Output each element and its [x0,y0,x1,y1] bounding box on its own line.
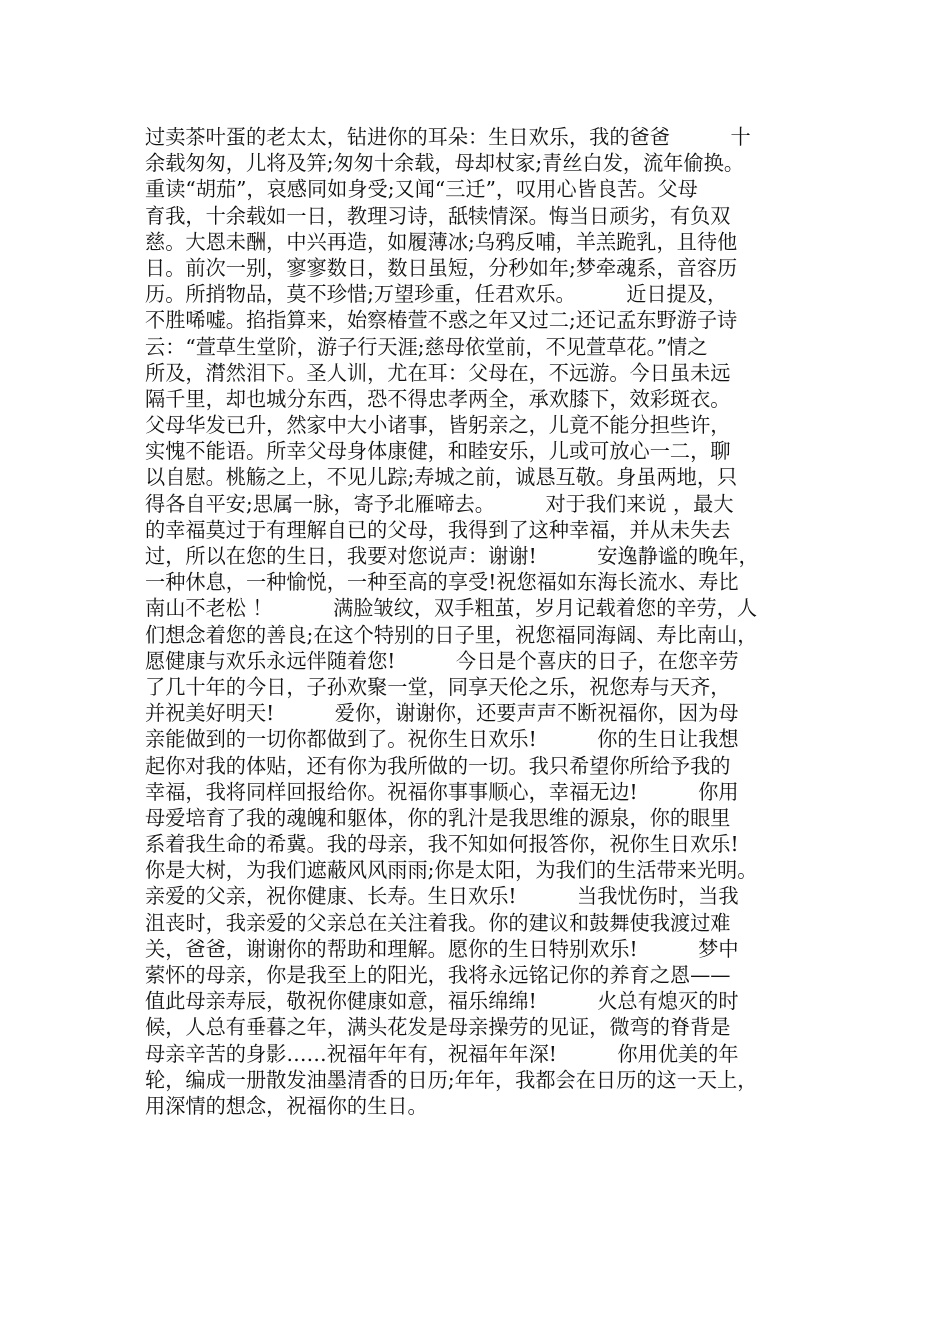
text-line: 关，爸爸，谢谢你的帮助和理解。愿你的生日特别欢乐! 梦中 [145,936,739,961]
text-line: 轮，编成一册散发油墨清香的日历;年年，我都会在日历的这一天上， [145,1067,758,1092]
text-line: 起你对我的体贴，还有你为我所做的一切。我只希望你所给予我的 [145,753,731,778]
text-line: 的幸福莫过于有理解自已的父母，我得到了这种幸福，并从未失去 [145,517,731,542]
text-line: 并祝美好明天! 爱你，谢谢你，还要声声不断祝福你，因为母 [145,701,739,726]
text-line: 以自慰。桃觞之上，不见儿踪;寿城之前，诚恳互敬。身虽两地，只 [145,465,738,490]
text-line: 幸福，我将同样回报给你。祝福你事事顺心，幸福无边! 你用 [145,779,739,804]
text-line: 你是大树，为我们遮蔽风风雨雨;你是太阳，为我们的生活带来光明。 [145,858,758,883]
text-line: 父母华发已升，然家中大小诸事，皆躬亲之，儿竟不能分担些许， [145,413,731,438]
text-line: 不胜唏嘘。掐指算来，始察椿萱不惑之年又过二;还记孟东野游子诗 [145,308,738,333]
text-line: 们想念着您的善良;在这个特别的日子里，祝您福同海阔、寿比南山， [145,622,758,647]
text-line: 用深情的想念，祝福你的生日。 [145,1093,428,1118]
text-line: 亲能做到的一切你都做到了。祝你生日欢乐! 你的生日让我想 [145,727,739,752]
text-line: 了几十年的今日，子孙欢聚一堂，同享天伦之乐，祝您寿与天齐， [145,674,731,699]
text-line: 日。前次一别，寥寥数日，数日虽短，分秒如年;梦牵魂系，音容历 [145,255,738,280]
text-line: 一种休息，一种愉悦，一种至高的享受!祝您福如东海长流水、寿比 [145,570,739,595]
text-line: 余载匆匆，儿将及笄;匆匆十余载，母却杖家;青丝白发，流年偷换。 [145,151,745,176]
text-line: 云：“萱草生堂阶，游子行天涯;慈母依堂前，不见萱草花。”情之 [145,334,708,359]
text-line: 过，所以在您的生日，我要对您说声：谢谢! 安逸静谧的晚年， [145,544,759,568]
text-line: 隔千里，却也城分东西，恐不得忠孝两全，承欢膝下，效彩斑衣。 [145,386,731,411]
text-line: 过卖茶叶蛋的老太太，钻进你的耳朵：生日欢乐，我的爸爸 十 [145,125,751,149]
body-text [145,124,825,1119]
text-line: 实愧不能语。所幸父母身体康健，和睦安乐，儿或可放心一二，聊 [145,439,731,464]
text-line: 系着我生命的希冀。我的母亲，我不知如何报答你，祝你生日欢乐! [145,832,739,857]
text-line: 历。所捎物品，莫不珍惜;万望珍重，任君欢乐。 近日提及， [145,282,728,307]
text-line: 得各自平安;思属一脉，寄予北雁啼去。 对于我们来说 ，最大 [145,491,734,516]
text-line: 慈。大恩未酬，中兴再造，如履薄冰;乌鸦反哺，羊羔跪乳，且待他 [145,229,738,254]
text-line: 育我，十余载如一日，教理习诗，舐犊情深。悔当日顽劣，有负双 [145,203,731,228]
text-line: 候，人总有垂暮之年，满头花发是母亲操劳的见证，微弯的脊背是 [145,1015,731,1040]
text-line: 萦怀的母亲，你是我至上的阳光，我将永远铭记你的养育之恩—— [145,963,731,987]
text-line: 重读“胡茄”，哀感同如身受;又闻“三迁”，叹用心皆良苦。父母 [145,177,698,202]
text-line: 母爱培育了我的魂魄和躯体，你的乳汁是我思维的源泉，你的眼里 [145,805,731,830]
text-line: 南山不老松 ！ 满脸皱纹，双手粗茧，岁月记载着您的辛劳，人 [145,596,758,621]
text-line: 愿健康与欢乐永远伴随着您! 今日是个喜庆的日子，在您辛劳 [145,648,739,673]
text-line: 值此母亲寿辰，敬祝你健康如意，福乐绵绵! 火总有熄灭的时 [145,989,739,1014]
text-line: 亲爱的父亲，祝你健康、长寿。生日欢乐! 当我忧伤时，当我 [145,884,739,909]
text-line: 母亲辛苦的身影……祝福年年有，祝福年年深! 你用优美的年 [145,1041,739,1066]
text-line: 沮丧时，我亲爱的父亲总在关注着我。你的建议和鼓舞使我渡过难 [145,910,731,935]
text-line: 所及，潸然泪下。圣人训，尤在耳：父母在，不远游。今日虽未远 [145,360,731,385]
